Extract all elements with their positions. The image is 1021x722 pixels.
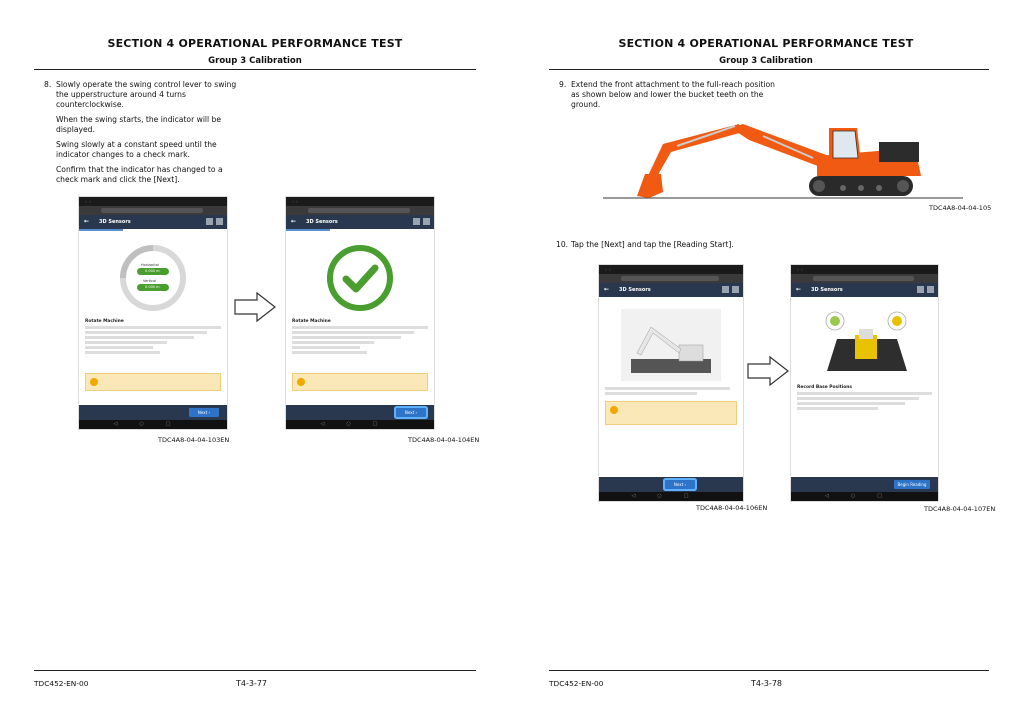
settings-icon [423, 218, 430, 225]
tablet-screenshot-c [598, 264, 744, 502]
warning-banner [292, 373, 428, 391]
begin-reading-label: Begin Reading [897, 482, 927, 487]
bottom-bar [79, 405, 227, 420]
app-header-title: 3D Sensors [619, 287, 651, 293]
next-button-label: Next [197, 410, 208, 415]
right-arrow-icon [233, 291, 277, 323]
tablet-screenshot-a [78, 196, 228, 430]
app-header-title: 3D Sensors [99, 219, 131, 225]
menu-icon [722, 286, 729, 293]
bottom-bar [791, 477, 938, 492]
vertical-label: Vertical [143, 279, 157, 283]
step-text: Swing slowly at a constant speed until the indicator changes to a check mark. [56, 140, 217, 159]
warning-banner [605, 401, 737, 425]
warning-icon [90, 378, 98, 386]
back-arrow-icon: ← [291, 218, 297, 225]
step-text: Extend the front attachment to the full-reach position as shown below and lower the bucket teeth on the ground. [571, 80, 775, 109]
header-rule [549, 69, 989, 70]
app-header-title: 3D Sensors [306, 219, 338, 225]
left-page [0, 0, 510, 722]
android-nav-bar: ◁○□ [791, 492, 938, 501]
figure-id: TDC4A8-04-04-105 [929, 204, 992, 212]
progress-bar [79, 229, 123, 231]
warning-icon [610, 406, 618, 414]
screen-heading: Rotate Machine [292, 319, 331, 324]
back-arrow-icon: ← [84, 218, 90, 225]
screen-heading: Record Base Positions [797, 385, 852, 390]
status-bar: ◦ ◦ [79, 197, 227, 206]
begin-reading-button[interactable] [894, 480, 930, 489]
settings-icon [216, 218, 223, 225]
warning-icon [297, 378, 305, 386]
browser-bar [599, 274, 743, 283]
status-bar: ◦ ◦ [791, 265, 938, 274]
excavator-illustration [603, 118, 963, 204]
step-text: Slowly operate the swing control lever to swing the upperstructure around 4 turns counterclockwise. [56, 80, 237, 109]
figure-id: TDC4A8-04-04-107EN [924, 505, 996, 513]
step-number: 8. [44, 80, 52, 89]
bottom-bar [599, 477, 743, 492]
rotation-indicator [117, 242, 189, 314]
footer-rule [549, 670, 989, 671]
menu-icon [206, 218, 213, 225]
section-title: SECTION 4 OPERATIONAL PERFORMANCE TEST [107, 37, 403, 50]
figure-id: TDC4A8-04-04-106EN [696, 504, 768, 512]
machine-render [621, 309, 721, 381]
next-button[interactable]: Next › [189, 408, 219, 417]
next-button-label: Next [673, 482, 684, 487]
page-number: T4-3-77 [236, 679, 268, 688]
back-arrow-icon: ← [796, 286, 802, 293]
doc-code: TDC452-EN-00 [34, 679, 89, 688]
step-8 [44, 80, 246, 190]
group-title: Group 3 Calibration [208, 56, 302, 66]
footer-rule [34, 670, 476, 671]
horizontal-label: Horizontal [141, 263, 159, 267]
next-button-label: Next [404, 410, 415, 415]
sensor-render [813, 309, 917, 381]
warning-banner [85, 373, 221, 391]
next-button[interactable]: Next › [665, 480, 695, 489]
check-mark-icon [324, 242, 396, 314]
instruction-body [605, 385, 737, 397]
app-header [286, 215, 434, 229]
settings-icon [927, 286, 934, 293]
tablet-screenshot-d [790, 264, 939, 502]
step-text: Tap the [Next] and tap the [Reading Start]. [571, 240, 734, 249]
figure-id: TDC4A8-04-04-103EN [158, 436, 230, 444]
next-button[interactable]: Next › [396, 408, 426, 417]
menu-icon [413, 218, 420, 225]
app-header [791, 283, 938, 297]
tablet-screenshot-b [285, 196, 435, 430]
android-nav-bar: ◁○□ [79, 420, 227, 429]
progress-bar [286, 229, 330, 231]
group-title: Group 3 Calibration [719, 56, 813, 66]
header-rule [34, 69, 476, 70]
instruction-body [85, 319, 221, 356]
menu-icon [917, 286, 924, 293]
android-nav-bar: ◁○□ [286, 420, 434, 429]
step-10 [556, 240, 871, 255]
right-page [511, 0, 1021, 722]
app-header-title: 3D Sensors [811, 287, 843, 293]
step-text: Confirm that the indicator has changed to a check mark and click the [Next]. [56, 165, 223, 184]
right-arrow-icon [746, 355, 790, 387]
vertical-value: 0.000 m [145, 285, 160, 289]
back-arrow-icon: ← [604, 286, 610, 293]
step-9 [559, 80, 781, 115]
instruction-body [292, 319, 428, 356]
status-bar: ◦ ◦ [286, 197, 434, 206]
figure-id: TDC4A8-04-04-104EN [408, 436, 480, 444]
step-number: 9. [559, 80, 567, 89]
app-header [79, 215, 227, 229]
app-header [599, 283, 743, 297]
status-bar: ◦ ◦ [599, 265, 743, 274]
browser-bar [79, 206, 227, 215]
section-title: SECTION 4 OPERATIONAL PERFORMANCE TEST [618, 37, 914, 50]
screen-heading: Rotate Machine [85, 319, 124, 324]
doc-code: TDC452-EN-00 [549, 679, 604, 688]
instruction-body [797, 385, 932, 412]
step-text: When the swing starts, the indicator will be displayed. [56, 115, 222, 134]
android-nav-bar: ◁○□ [599, 492, 743, 501]
settings-icon [732, 286, 739, 293]
browser-bar [791, 274, 938, 283]
page-number: T4-3-78 [751, 679, 783, 688]
step-number: 10. [556, 240, 569, 249]
browser-bar [286, 206, 434, 215]
horizontal-value: 0.000 m [145, 269, 160, 273]
bottom-bar [286, 405, 434, 420]
